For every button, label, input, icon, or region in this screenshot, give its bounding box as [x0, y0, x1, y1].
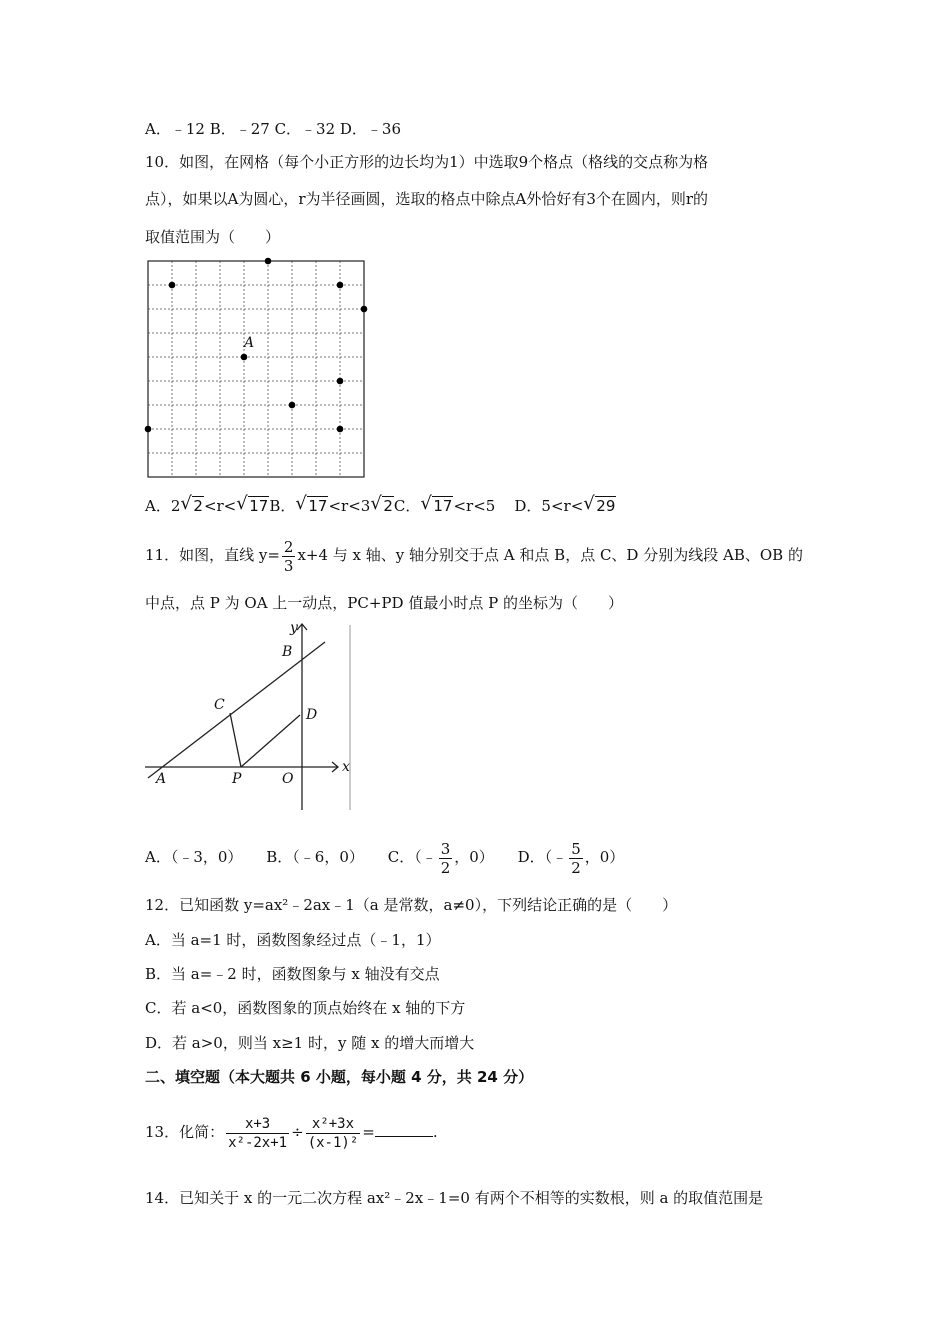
q10-option-c[interactable]: C．√ 17<r<5	[394, 497, 495, 515]
y-axis-label: y	[290, 620, 298, 636]
q10-stem-line2: 点），如果以A为圆心，r为半径画圆，选取的格点中除点A外恰好有3个在圆内，则r的	[145, 190, 709, 208]
q11-option-c[interactable]: C．（﹣ $\frac{3}{2}$ ，0）	[387, 839, 494, 877]
segment-pc	[230, 713, 241, 767]
segment-pd	[241, 715, 300, 767]
q10-options	[145, 496, 616, 516]
q10-option-a[interactable]: A．2√ 2<r<√ 17	[145, 497, 269, 515]
point-a-label: A	[244, 335, 255, 351]
lattice-point	[265, 258, 272, 265]
x-axis-label: x	[342, 759, 350, 775]
lattice-point	[337, 282, 344, 289]
point-p-label: P	[232, 771, 242, 787]
q10-option-d[interactable]: D．5<r<√ 29	[514, 497, 616, 515]
point-a-label: A	[156, 771, 167, 787]
line-ab	[148, 642, 325, 778]
q12-option-c[interactable]: C．若 a<0，函数图象的顶点始终在 x 轴的下方	[145, 999, 466, 1017]
q12-option-d[interactable]: D．若 a>0，则当 x≥1 时，y 随 x 的增大而增大	[145, 1034, 475, 1052]
q13: 13．化简： $\frac{x+3}{\text{x²-2x+1}}$ ÷ $\frac{\text{x²+3x}}{\text{(x-1)²}}$ = .	[145, 1115, 438, 1151]
q11-stem-line2: 中点，点 P 为 OA 上一动点，PC+PD 值最小时点 P 的坐标为（ ）	[145, 594, 623, 612]
q11-option-b[interactable]: B．（﹣6，0）	[266, 848, 364, 866]
q10-stem-line3: 取值范围为（ ）	[145, 228, 281, 246]
grid-border	[148, 261, 364, 477]
point-a	[241, 354, 248, 361]
lattice-point	[145, 426, 152, 433]
q10-option-b[interactable]: B．√ 17<r<3√ 2	[269, 497, 394, 515]
q12-option-a[interactable]: A．当 a=1 时，函数图象经过点（﹣1，1）	[145, 931, 441, 949]
q9-options: A．﹣12 B．﹣27 C．﹣32 D．﹣36	[145, 120, 402, 138]
point-d-label: D	[306, 707, 318, 723]
q11-slope-fraction: $\frac{2}{3}$	[283, 537, 294, 575]
point-b-label: B	[282, 644, 293, 660]
q13-fraction-1: $\frac{x+3}{\text{x²-2x+1}}$	[228, 1115, 288, 1151]
q11-figure	[140, 620, 360, 815]
q14-stem: 14．已知关于 x 的一元二次方程 ax²﹣2x﹣1=0 有两个不相等的实数根，则 a 的取值范围是	[145, 1189, 764, 1207]
section-2-heading: 二、填空题（本大题共 6 小题，每小题 4 分，共 24 分）	[145, 1068, 534, 1086]
q12-stem: 12．已知函数 y=ax²﹣2ax﹣1（a 是常数，a≠0），下列结论正确的是（ ）	[145, 896, 678, 914]
lattice-point	[337, 378, 344, 385]
q13-answer-blank[interactable]	[375, 1122, 433, 1137]
q10-grid-figure	[140, 255, 375, 485]
q11-stem-line1: 11．如图，直线 y= $\frac{2}{3}$ x+4 与 x 轴、y 轴分别交于点 A 和点 B，点 C、D 分别为线段 AB、OB 的	[145, 537, 803, 575]
lattice-point	[337, 426, 344, 433]
origin-label: O	[282, 771, 294, 787]
q11-option-a[interactable]: A．（﹣3，0）	[145, 848, 243, 866]
lattice-point	[169, 282, 176, 289]
q11-options	[145, 834, 624, 880]
lattice-point	[361, 306, 368, 313]
lattice-point	[289, 402, 296, 409]
q11-option-d[interactable]: D．（﹣ $\frac{5}{2}$ ，0）	[517, 839, 625, 877]
q13-fraction-2: $\frac{\text{x²+3x}}{\text{(x-1)²}}$	[307, 1115, 359, 1151]
point-c-label: C	[214, 697, 225, 713]
q12-option-b[interactable]: B．当 a=﹣2 时，函数图象与 x 轴没有交点	[145, 965, 440, 983]
q10-stem-line1: 10．如图，在网格（每个小正方形的边长均为1）中选取9个格点（格线的交点称为格	[145, 153, 709, 171]
